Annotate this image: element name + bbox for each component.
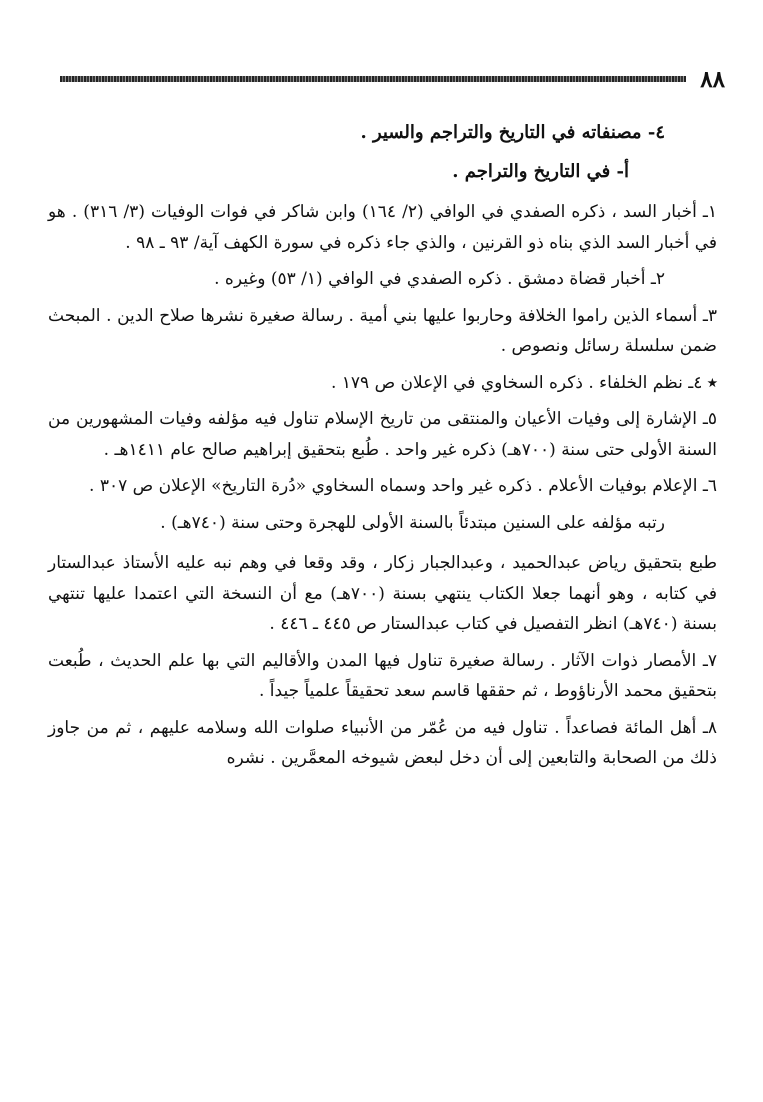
subsection-heading: أ- في التاريخ والتراجم . [452, 160, 629, 182]
paragraph-item-6-note: رتبه مؤلفه على السنين مبتدئاً بالسنة الأولى للهجرة وحتى سنة (٧٤٠هـ) . [160, 512, 665, 533]
paragraph-item-4-text: ٤ـ نظم الخلفاء . ذكره السخاوي في الإعلان ص ١٧٩ . [330, 372, 703, 393]
page-body [48, 118, 717, 780]
page-number: ٨٨ [700, 65, 725, 93]
star-marker: ٭ [707, 372, 717, 393]
paragraph-item-3: ٣ـ أسماء الذين راموا الخلافة وحاربوا عليها بني أمية . رسالة صغيرة نشرها صلاح الدين . المبحث ضمن سلسلة رسائل ونصوص . [48, 305, 717, 356]
paragraph-item-6-edition: طبع بتحقيق رياض عبدالحميد ، وعبدالجبار زكار ، وقد وقعا في وهم نبه عليه الأستاذ عبدالستار في كتابه ، وهو أنهما جعلا الكتاب ينتهي بسنة (٧٠٠هـ) مع أن النسخة التي اعتمدا عليها تنتهي بسنة (٧٤٠هـ) انظر التفصيل في كتاب عبدالستار ص ٤٤٥ ـ ٤٤٦ . [48, 553, 718, 634]
paragraph-item-7: ٧ـ الأمصار ذوات الآثار . رسالة صغيرة تناول فيها المدن والأقاليم التي بها علم الحديث ، طُبعت بتحقيق محمد الأرناؤوط ، ثم حققها قاسم سعد تحقيقاً علمياً جيداً . [48, 650, 717, 701]
header-rule [60, 76, 686, 82]
paragraph-item-8: ٨ـ أهل المائة فصاعداً . تناول فيه من عُمّر من الأنبياء صلوات الله وسلامه عليهم ، ثم من جاوز ذلك من الصحابة والتابعين إلى أن دخل لبعض شيوخه المعمَّرين . نشره [48, 717, 717, 768]
paragraph-item-4 [48, 368, 717, 399]
paragraph-item-6: ٦ـ الإعلام بوفيات الأعلام . ذكره غير واحد وسماه السخاوي «دُرة التاريخ» الإعلان ص ٣٠٧ . [89, 476, 717, 496]
paragraph-item-2: ٢ـ أخبار قضاة دمشق . ذكره الصفدي في الوافي (١/ ٥٣) وغيره . [214, 269, 665, 289]
paragraph-item-5: ٥ـ الإشارة إلى وفيات الأعيان والمنتقى من تاريخ الإسلام تناول فيه مؤلفه وفيات المشهورين من السنة الأولى حتى سنة (٧٠٠هـ) ذكره غير واحد . طُبع بتحقيق إبراهيم صالح عام ١٤١١هـ . [48, 409, 717, 460]
page-header [60, 62, 725, 96]
paragraph-item-1: ١ـ أخبار السد ، ذكره الصفدي في الوافي (٢/ ١٦٤) وابن شاكر في فوات الوفيات (٣/ ٣١٦) . هو في أخبار السد الذي بناه ذو القرنين ، والذي جاء ذكره في سورة الكهف آية/ ٩٣ ـ ٩٨ . [48, 202, 718, 253]
section-heading: ٤- مصنفاته في التاريخ والتراجم والسير . [360, 122, 665, 143]
